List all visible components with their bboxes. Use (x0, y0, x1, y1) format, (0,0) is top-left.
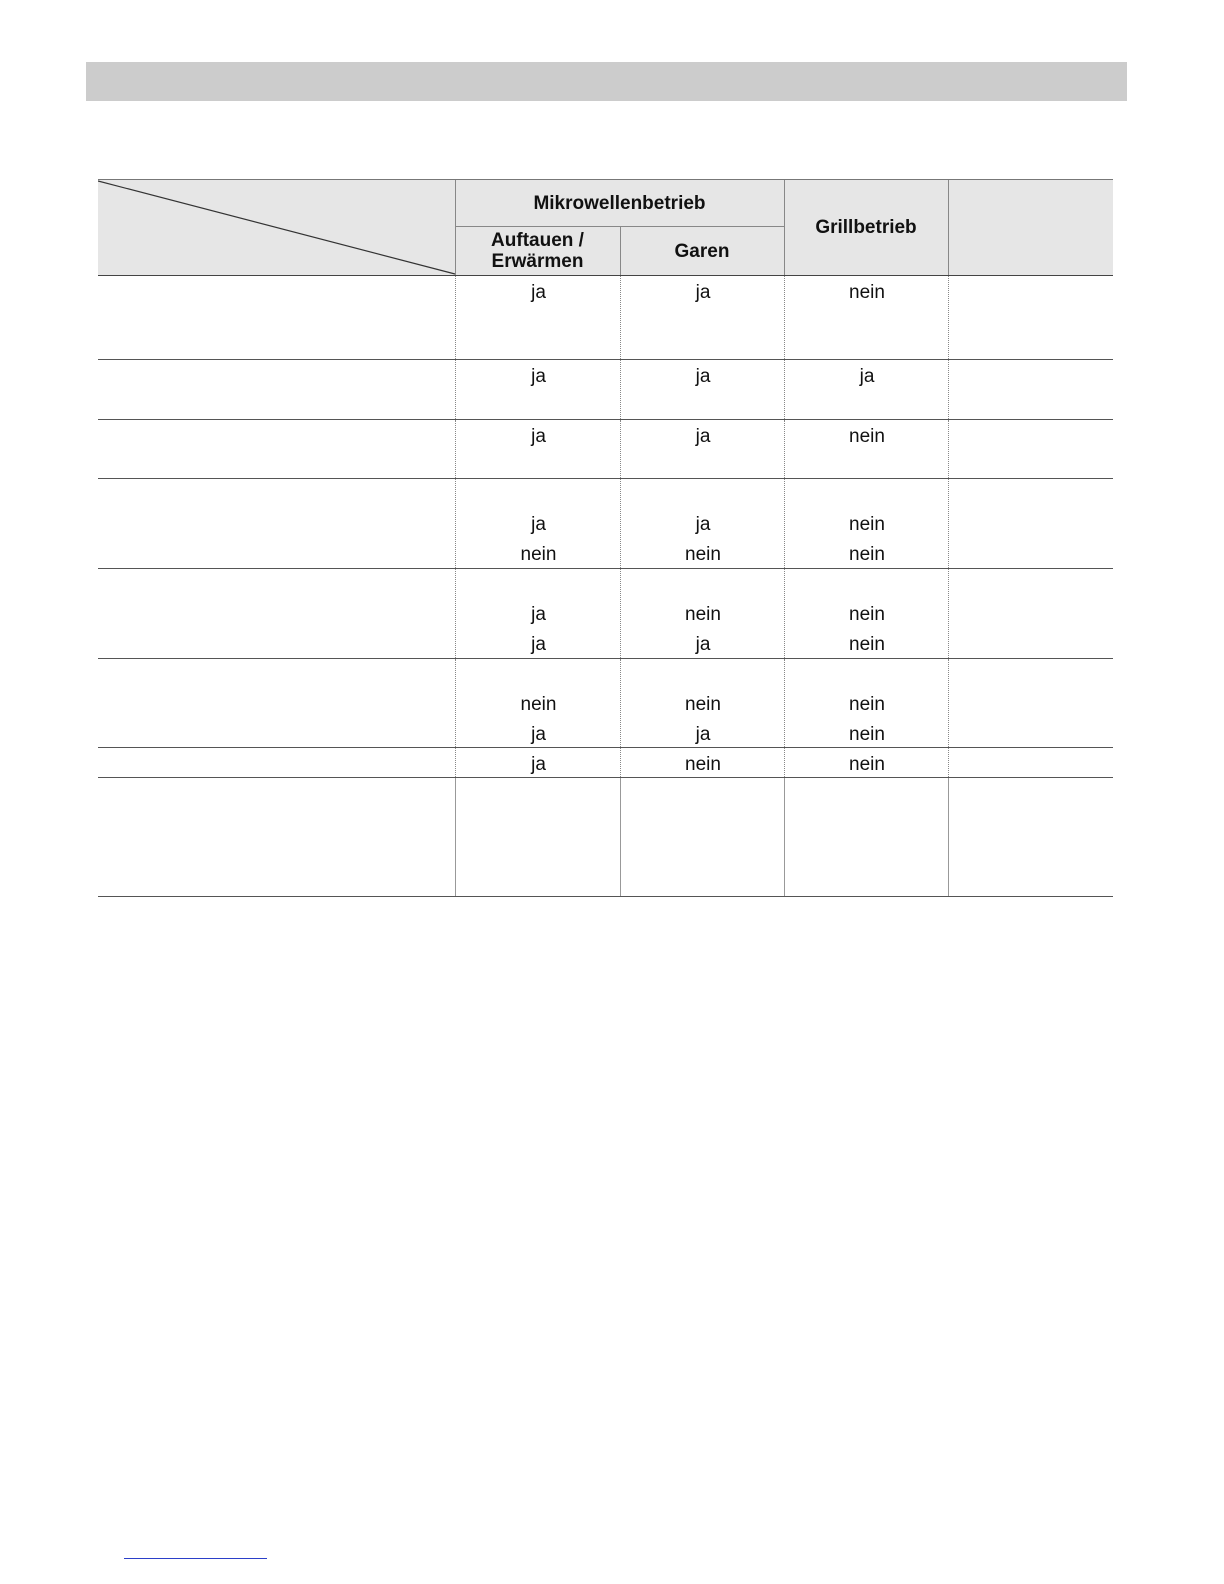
auftauen-erwaermen-cell (455, 778, 621, 896)
grillbetrieb-header: Grillbetrieb (815, 217, 917, 238)
cell-value: ja (695, 366, 711, 387)
table-row (98, 569, 1113, 659)
cell-value: ja (531, 604, 546, 625)
garen-cell (620, 276, 785, 359)
garen-cell (620, 420, 785, 478)
cell-value: nein (685, 604, 721, 625)
grillbetrieb-cell (784, 659, 949, 747)
garen-header: Garen (674, 240, 730, 262)
auftauen-erwaermen-header: Auftauen / Erwärmen (491, 230, 584, 272)
row-label-cell (98, 778, 455, 896)
auftauen-erwaermen-cell (455, 479, 621, 568)
cell-value: ja (531, 426, 546, 447)
garen-cell (620, 748, 785, 777)
row-label-cell (98, 479, 455, 568)
table-row (98, 659, 1113, 748)
table-row (98, 360, 1113, 420)
cell-value: ja (531, 514, 546, 535)
footer-link-underline (124, 1558, 267, 1559)
cell-value: nein (849, 282, 885, 303)
cell-value: nein (849, 543, 885, 565)
row-label-cell (98, 276, 455, 359)
column-4-cell (948, 748, 1114, 777)
auftauen-erwaermen-cell (455, 420, 621, 478)
cell-value: ja (695, 426, 711, 447)
table-row (98, 748, 1113, 778)
row-label-cell (98, 420, 455, 478)
diagonal-divider (98, 180, 456, 275)
auftauen-erwaermen-cell (455, 569, 621, 658)
grillbetrieb-cell (784, 778, 949, 896)
auftauen-erwaermen-cell (455, 748, 621, 777)
grillbetrieb-cell (784, 360, 949, 419)
cell-value: ja (531, 754, 546, 775)
auftauen-erwaermen-cell (455, 659, 621, 747)
garen-cell (620, 360, 785, 419)
grillbetrieb-cell (784, 748, 949, 777)
cell-value: ja (531, 366, 546, 387)
cell-value: nein (849, 633, 885, 655)
garen-cell (620, 569, 785, 658)
cell-value: ja (695, 514, 711, 535)
cell-value: nein (849, 604, 885, 625)
grillbetrieb-cell (784, 276, 949, 359)
auftauen-erwaermen-cell (455, 276, 621, 359)
cell-value: nein (849, 514, 885, 535)
row-label-cell (98, 569, 455, 658)
cell-value: nein (685, 754, 721, 775)
cell-value: ja (531, 282, 546, 303)
garen-cell (620, 778, 785, 896)
table-row (98, 479, 1113, 569)
cell-value: nein (520, 543, 557, 565)
grillbetrieb-cell (784, 479, 949, 568)
table-body (98, 276, 1113, 897)
column-4-cell (948, 569, 1114, 658)
mikrowellenbetrieb-header: Mikrowellenbetrieb (533, 192, 706, 214)
row-label-cell (98, 659, 455, 747)
table-row (98, 420, 1113, 479)
column-4-cell (948, 778, 1114, 896)
grillbetrieb-cell (784, 569, 949, 658)
cell-value: nein (849, 754, 885, 775)
column-4-cell (948, 360, 1114, 419)
garen-cell (620, 659, 785, 747)
table-row (98, 778, 1113, 897)
cell-value: nein (849, 694, 885, 715)
column-4-cell (948, 479, 1114, 568)
cell-value: ja (695, 633, 711, 655)
cell-value: ja (695, 723, 711, 745)
compatibility-table (98, 179, 1113, 897)
cell-value: nein (520, 694, 557, 715)
table-header (98, 179, 1113, 276)
row-label-cell (98, 748, 455, 777)
garen-cell (620, 479, 785, 568)
cell-value: ja (531, 723, 546, 745)
auftauen-erwaermen-cell (455, 360, 621, 419)
row-label-cell (98, 360, 455, 419)
column-4-cell (948, 659, 1114, 747)
cell-value: ja (695, 282, 711, 303)
cell-value: nein (685, 694, 721, 715)
cell-value: nein (685, 543, 721, 565)
cell-value: nein (849, 723, 885, 745)
column-4-cell (948, 276, 1114, 359)
page-header-bar (86, 62, 1127, 101)
cell-value: nein (849, 426, 885, 447)
cell-value: ja (531, 633, 546, 655)
column-4-header (948, 180, 1113, 275)
cell-value: ja (859, 366, 875, 387)
grillbetrieb-cell (784, 420, 949, 478)
column-4-cell (948, 420, 1114, 478)
table-row (98, 276, 1113, 360)
